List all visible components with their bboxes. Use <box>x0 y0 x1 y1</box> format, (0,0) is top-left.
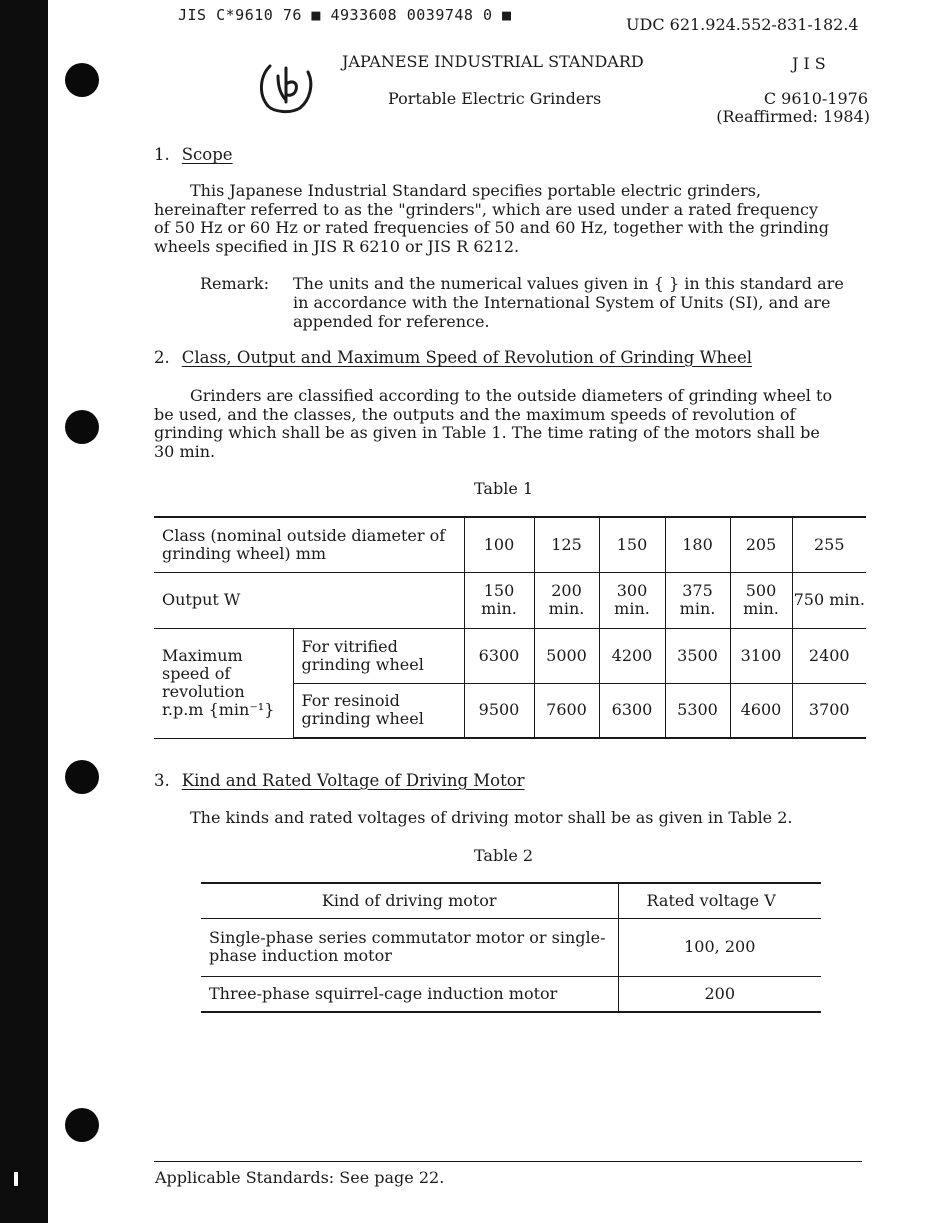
table-row <box>154 572 866 628</box>
vitrified-speed-cell: 2400 <box>792 628 866 683</box>
table-row <box>154 517 866 572</box>
class-cell: 150 <box>599 517 665 572</box>
section-number: 1. <box>154 145 170 164</box>
barcode-text: JIS C*9610 76 ■ 4933608 0039748 0 ■ <box>178 6 512 24</box>
applicable-standards: Applicable Standards: See page 22. <box>155 1168 445 1187</box>
vitrified-speed-cell: 6300 <box>464 628 534 683</box>
resinoid-speed-cell: 3700 <box>792 683 866 738</box>
vitrified-label-cell: For vitrified grinding wheel <box>293 628 464 683</box>
punch-hole <box>65 63 99 97</box>
rated-voltage-cell: 200 <box>618 976 821 1012</box>
rated-voltage-cell: 100, 200 <box>618 918 821 976</box>
standard-number: C 9610-1976 <box>763 89 868 108</box>
section-title: Kind and Rated Voltage of Driving Motor <box>181 771 525 790</box>
motor-kind-cell: Single-phase series commutator motor or single-phase induction motor <box>201 918 618 976</box>
resinoid-speed-cell: 7600 <box>534 683 599 738</box>
class-cell: 125 <box>534 517 599 572</box>
table-1 <box>154 516 866 739</box>
output-cell: 750 min. <box>792 572 866 628</box>
remark-label: Remark: <box>200 274 269 293</box>
section-number: 3. <box>154 771 170 790</box>
table-caption: Table 1 <box>474 479 534 498</box>
column-header: Kind of driving motor <box>201 883 618 918</box>
org-title: JAPANESE INDUSTRIAL STANDARD <box>342 52 644 71</box>
output-cell: 200 min. <box>534 572 599 628</box>
table-row <box>154 628 866 683</box>
section-heading <box>154 145 233 164</box>
scan-mark <box>14 1172 18 1186</box>
jis-mark: JIS <box>792 54 831 73</box>
table-row <box>201 976 821 1012</box>
paragraph: The kinds and rated voltages of driving motor shall be as given in Table 2. <box>190 808 793 827</box>
paragraph: This Japanese Industrial Standard specifies portable electric grinders, hereinafter referred to as the "grinders", which are used under a rated frequency of 50 Hz or 60 Hz or rated frequencies of 50 and 60 Hz, together with the grinding wheels specified in JIS R 6210 or JIS R 6212. <box>154 181 829 256</box>
section-heading <box>154 771 525 790</box>
resinoid-speed-cell: 4600 <box>730 683 792 738</box>
section-title: Scope <box>181 145 233 164</box>
footer-rule <box>154 1161 862 1162</box>
output-label-cell: Output W <box>154 572 464 628</box>
output-cell: 300 min. <box>599 572 665 628</box>
vitrified-speed-cell: 4200 <box>599 628 665 683</box>
reaffirmed-date: (Reaffirmed: 1984) <box>716 107 870 126</box>
resinoid-speed-cell: 6300 <box>599 683 665 738</box>
punch-hole <box>65 760 99 794</box>
class-cell: 205 <box>730 517 792 572</box>
section-number: 2. <box>154 348 170 367</box>
vitrified-speed-cell: 3100 <box>730 628 792 683</box>
vitrified-speed-cell: 3500 <box>665 628 730 683</box>
jis-logo-icon <box>256 54 318 116</box>
udc-number: UDC 621.924.552-831-182.4 <box>626 15 859 34</box>
output-cell: 150 min. <box>464 572 534 628</box>
class-label-cell: Class (nominal outside diameter of grinding wheel) mm <box>154 517 464 572</box>
vitrified-speed-cell: 5000 <box>534 628 599 683</box>
class-cell: 255 <box>792 517 866 572</box>
resinoid-label-cell: For resinoid grinding wheel <box>293 683 464 738</box>
column-header: Rated voltage V <box>618 883 821 918</box>
scan-binding-strip <box>0 0 48 1223</box>
remark-text: The units and the numerical values given in { } in this standard are in accordance with the International System of Units (SI), and are appended for reference. <box>293 274 844 331</box>
speed-label-cell: Maximum speed of revolution r.p.m {min⁻¹} <box>154 628 293 738</box>
output-cell: 500 min. <box>730 572 792 628</box>
class-cell: 180 <box>665 517 730 572</box>
section-title: Class, Output and Maximum Speed of Revolution of Grinding Wheel <box>181 348 752 367</box>
table-caption: Table 2 <box>474 846 534 865</box>
class-cell: 100 <box>464 517 534 572</box>
punch-hole <box>65 1108 99 1142</box>
table-row <box>201 918 821 976</box>
resinoid-speed-cell: 5300 <box>665 683 730 738</box>
motor-kind-cell: Three-phase squirrel-cage induction motor <box>201 976 618 1012</box>
table-row <box>201 883 821 918</box>
punch-hole <box>65 410 99 444</box>
section-heading <box>154 348 752 367</box>
table-2 <box>201 882 821 1013</box>
resinoid-speed-cell: 9500 <box>464 683 534 738</box>
output-cell: 375 min. <box>665 572 730 628</box>
doc-title: Portable Electric Grinders <box>388 89 602 108</box>
paragraph: Grinders are classified according to the outside diameters of grinding wheel to be used, and the classes, the outputs and the maximum speeds of revolution of grinding which shall be as given in Table 1. The time rating of the motors shall be 30 min. <box>154 386 833 461</box>
